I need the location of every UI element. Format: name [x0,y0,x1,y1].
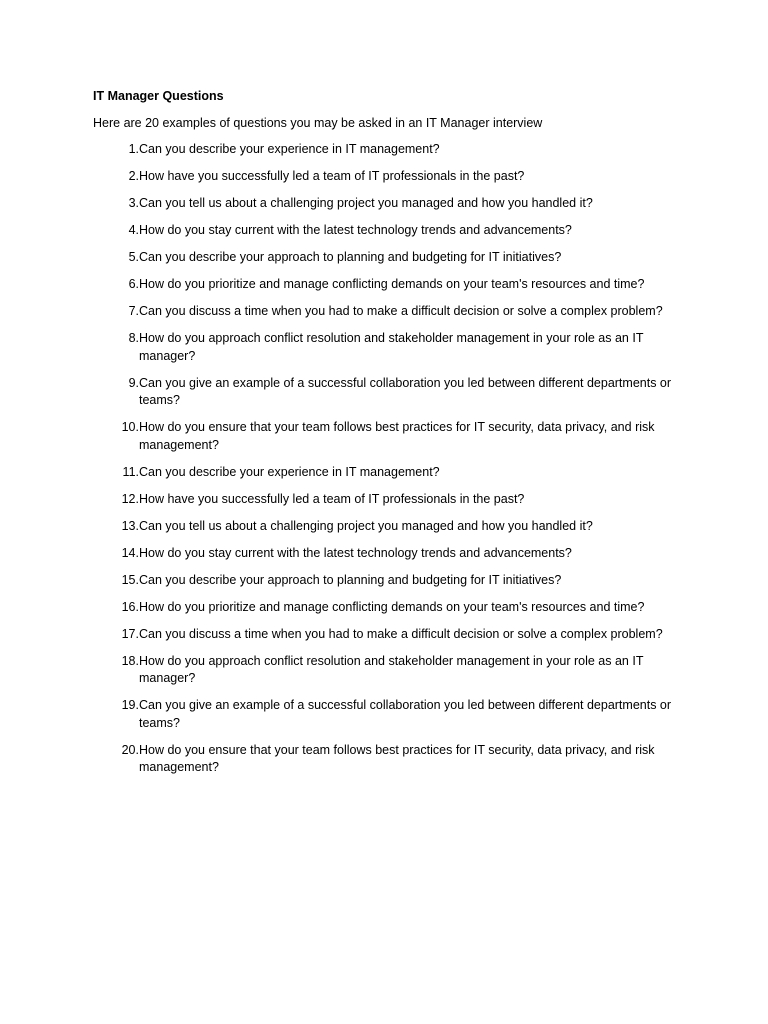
question-item [93,276,683,294]
question-item [93,626,683,644]
question-item [93,599,683,617]
question-item [93,697,683,732]
question-number: 19. [121,698,139,712]
question-item [93,653,683,688]
question-item [93,222,683,240]
question-text: Can you discuss a time when you had to make a difficult decision or solve a complex problem? [139,626,663,641]
question-text: How do you ensure that your team follows best practices for IT security, data privacy, and risk management? [139,742,655,774]
question-number: 17. [121,626,139,641]
question-text: Can you describe your approach to planning and budgeting for IT initiatives? [139,572,562,587]
question-item [93,168,683,186]
question-text: Can you describe your approach to planning and budgeting for IT initiatives? [139,250,562,264]
question-item [93,464,683,482]
question-text: Can you give an example of a successful collaboration you led between different departments or teams? [139,698,672,730]
question-number: 3. [128,196,139,210]
question-item [93,419,683,454]
question-number: 8. [128,331,139,345]
question-text: How do you prioritize and manage conflicting demands on your team's resources and time? [139,599,645,614]
question-text: Can you discuss a time when you had to make a difficult decision or solve a complex problem? [139,304,663,318]
document-title: IT Manager Questions [93,89,224,103]
question-item [93,249,683,267]
question-number: 13. [121,518,139,533]
question-number: 9. [128,375,139,390]
question-item [93,742,683,777]
question-item [93,303,683,321]
question-text: How do you ensure that your team follows best practices for IT security, data privacy, and risk management? [139,420,655,452]
question-item [93,572,683,590]
question-text: How do you prioritize and manage conflicting demands on your team's resources and time? [139,277,645,291]
question-text: How do you approach conflict resolution and stakeholder management in your role as an IT manager? [139,331,644,363]
question-number: 20. [121,742,139,757]
question-item [93,545,683,563]
question-item [93,141,683,159]
question-number: 6. [128,277,139,291]
question-text: How have you successfully led a team of IT professionals in the past? [139,491,525,506]
question-number: 11. [122,464,139,479]
question-text: Can you give an example of a successful collaboration you led between different departments or teams? [139,375,672,407]
question-number: 4. [128,223,139,237]
question-text: How do you approach conflict resolution and stakeholder management in your role as an IT manager? [139,653,644,685]
question-text: Can you tell us about a challenging project you managed and how you handled it? [139,196,593,210]
question-item [93,330,683,365]
question-text: Can you tell us about a challenging project you managed and how you handled it? [139,518,593,533]
document-body [93,87,683,786]
question-number: 5. [128,250,139,264]
question-number: 7. [128,304,139,318]
question-number: 16. [121,599,139,614]
question-item [93,195,683,213]
question-number: 1. [128,142,139,156]
question-number: 15. [121,572,139,587]
question-number: 14. [121,545,139,560]
question-text: Can you describe your experience in IT management? [139,464,440,479]
question-number: 12. [121,491,139,506]
question-item [93,518,683,536]
question-item [93,491,683,509]
question-text: Can you describe your experience in IT management? [139,142,440,156]
question-text: How do you stay current with the latest technology trends and advancements? [139,223,572,237]
question-number: 18. [121,653,139,668]
question-text: How do you stay current with the latest technology trends and advancements? [139,545,572,560]
question-number: 2. [128,169,139,183]
question-item [93,375,683,410]
question-number: 10. [121,420,139,434]
question-text: How have you successfully led a team of IT professionals in the past? [139,169,525,183]
document-intro: Here are 20 examples of questions you may be asked in an IT Manager interview [93,116,543,130]
question-list [93,141,683,777]
